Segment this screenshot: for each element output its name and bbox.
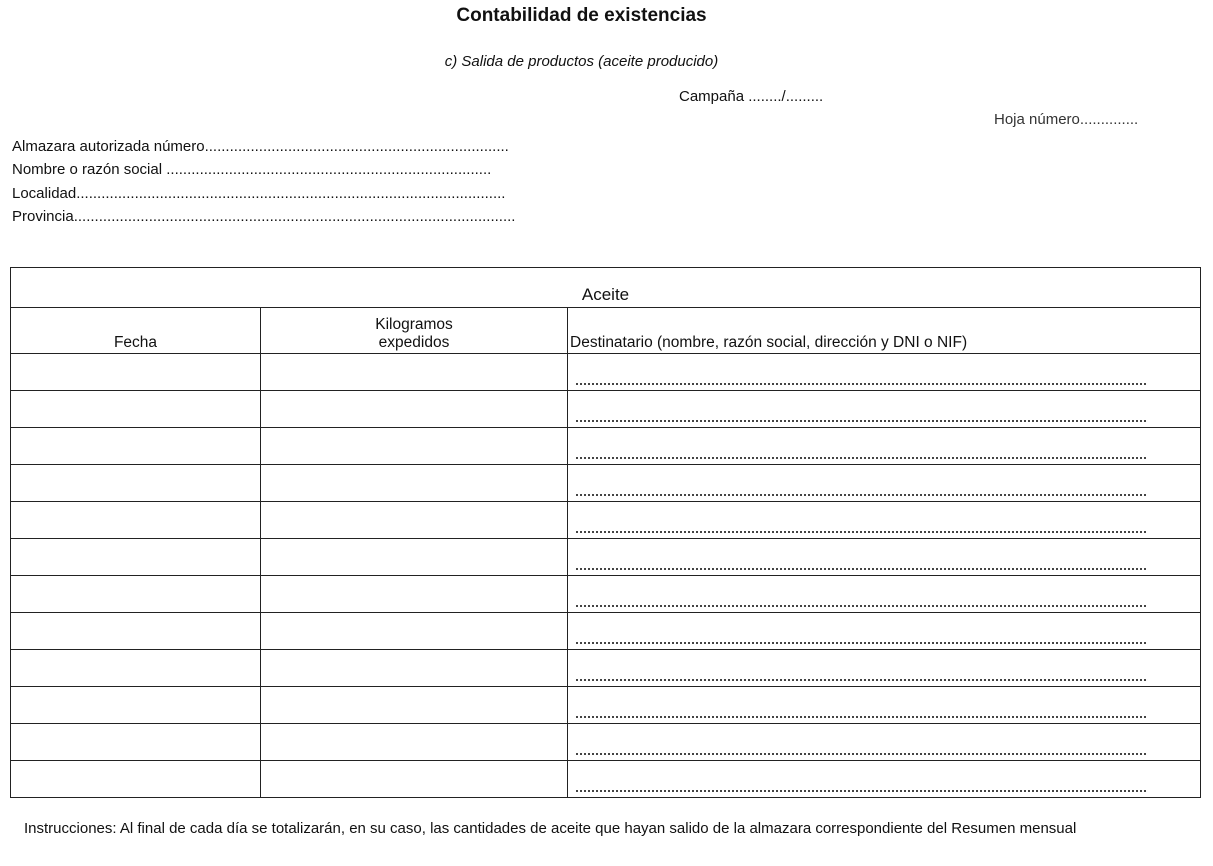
table-row	[11, 502, 1201, 539]
fecha-cell[interactable]	[11, 539, 261, 576]
kilogramos-cell[interactable]	[261, 576, 568, 613]
destinatario-cell[interactable]	[568, 687, 1201, 724]
table-row	[11, 539, 1201, 576]
destinatario-cell[interactable]	[568, 576, 1201, 613]
table-row	[11, 391, 1201, 428]
dotted-line	[576, 642, 1146, 644]
table-row	[11, 428, 1201, 465]
dotted-line	[576, 457, 1146, 459]
localidad-field: Localidad.......................................................................................................	[12, 184, 506, 202]
dotted-line	[576, 383, 1146, 385]
fecha-cell[interactable]	[11, 650, 261, 687]
destinatario-cell[interactable]	[568, 650, 1201, 687]
fecha-cell[interactable]	[11, 502, 261, 539]
dotted-line	[576, 494, 1146, 496]
dotted-line	[576, 568, 1146, 570]
campana-field: Campaña ......../.........	[679, 88, 824, 105]
table-row	[11, 613, 1201, 650]
kilogramos-cell[interactable]	[261, 502, 568, 539]
dotted-line	[576, 790, 1146, 792]
kilogramos-cell[interactable]	[261, 428, 568, 465]
fecha-cell[interactable]	[11, 465, 261, 502]
destinatario-cell[interactable]	[568, 724, 1201, 761]
kilogramos-cell[interactable]	[261, 613, 568, 650]
kilogramos-cell[interactable]	[261, 391, 568, 428]
destinatario-cell[interactable]	[568, 761, 1201, 798]
destinatario-cell[interactable]	[568, 465, 1201, 502]
table-row	[11, 724, 1201, 761]
destinatario-cell[interactable]	[568, 391, 1201, 428]
kilogramos-cell[interactable]	[261, 687, 568, 724]
dotted-line	[576, 531, 1146, 533]
table-row	[11, 687, 1201, 724]
page-title: Contabilidad de existencias	[456, 5, 707, 26]
table-row	[11, 465, 1201, 502]
kilogramos-cell[interactable]	[261, 724, 568, 761]
kilogramos-cell[interactable]	[261, 650, 568, 687]
fecha-cell[interactable]	[11, 687, 261, 724]
destinatario-cell[interactable]	[568, 502, 1201, 539]
fecha-cell[interactable]	[11, 428, 261, 465]
dotted-line	[576, 605, 1146, 607]
destinatario-cell[interactable]	[568, 539, 1201, 576]
page-subtitle: c) Salida de productos (aceite producido)	[444, 53, 719, 70]
hoja-numero-field: Hoja número..............	[994, 111, 1139, 128]
dotted-line	[576, 716, 1146, 718]
salida-table	[10, 267, 1201, 798]
table-row	[11, 576, 1201, 613]
dotted-line	[576, 679, 1146, 681]
fecha-cell[interactable]	[11, 724, 261, 761]
destinatario-cell[interactable]	[568, 428, 1201, 465]
fecha-cell[interactable]	[11, 576, 261, 613]
kilogramos-cell[interactable]	[261, 539, 568, 576]
fecha-cell[interactable]	[11, 613, 261, 650]
fecha-cell[interactable]	[11, 354, 261, 391]
destinatario-cell[interactable]	[568, 613, 1201, 650]
instructions-text: Instrucciones: Al final de cada día se totalizarán, en su caso, las cantidades de aceite que hayan salido de la almazara correspondiente del Resumen mensual	[24, 820, 1077, 837]
dotted-line	[576, 753, 1146, 755]
destinatario-column-header: Destinatario (nombre, razón social, dirección y DNI o NIF)	[568, 308, 1201, 354]
kilogramos-cell[interactable]	[261, 465, 568, 502]
fecha-column-header: Fecha	[11, 308, 261, 354]
dotted-line	[576, 420, 1146, 422]
fecha-cell[interactable]	[11, 391, 261, 428]
aceite-group-header: Aceite	[11, 268, 1201, 308]
kilogramos-cell[interactable]	[261, 761, 568, 798]
table-row	[11, 354, 1201, 391]
table-row	[11, 650, 1201, 687]
kilogramos-cell[interactable]	[261, 354, 568, 391]
almazara-field: Almazara autorizada número.........................................................................	[12, 138, 509, 155]
table-row	[11, 761, 1201, 798]
provincia-field: Provincia..........................................................................................................	[12, 207, 516, 225]
kilogramos-column-header: Kilogramos expedidos	[261, 308, 568, 354]
nombre-field: Nombre o razón social ..............................................................................	[12, 161, 492, 179]
destinatario-cell[interactable]	[568, 354, 1201, 391]
header-fields	[12, 135, 515, 228]
fecha-cell[interactable]	[11, 761, 261, 798]
